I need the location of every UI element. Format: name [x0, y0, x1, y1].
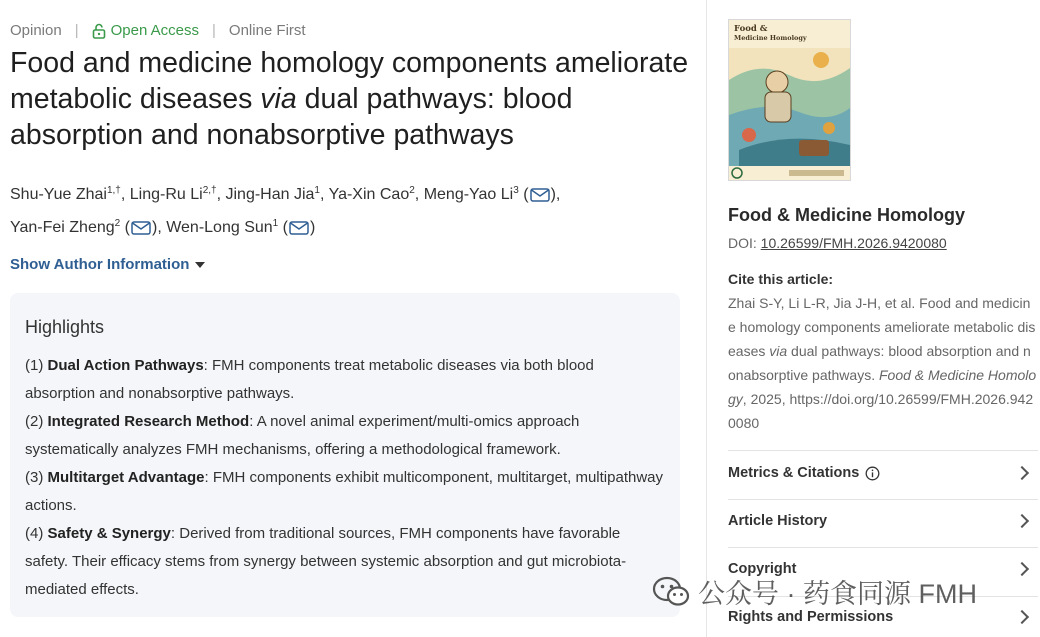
- journal-name: Food & Medicine Homology: [728, 205, 965, 225]
- chevron-right-icon: [1015, 466, 1029, 480]
- svg-text:Food &: Food &: [734, 24, 768, 34]
- citation-text: Zhai S-Y, Li L-R, Jia J-H, et al. Food and medicine homology components ameliorate metabolic diseases via dual pathways: blood absorption and nonabsorptive pathways. Food & Medicine Homology, 2025, https://doi.org/10.26599/FMH.2026.9420080: [728, 295, 1037, 431]
- email-icon[interactable]: [131, 221, 151, 235]
- article-title: Food and medicine homology components ameliorate metabolic diseases via dual pathways: blood absorption and nonabsorptive pathways: [10, 47, 689, 151]
- svg-text:Medicine Homology: Medicine Homology: [734, 34, 807, 42]
- rights-permissions-section[interactable]: Rights and Permissions: [728, 609, 1033, 625]
- author-name[interactable]: Ling-Ru Li: [129, 186, 203, 203]
- author-name[interactable]: Shu-Yue Zhai: [10, 186, 107, 203]
- show-author-info-label: Show Author Information: [10, 256, 190, 273]
- highlight-item: (3) Multitarget Advantage: FMH components exhibit multicomponent, multitarget, multipathway actions.: [25, 469, 664, 514]
- cover-illustration: [729, 20, 850, 180]
- caret-down-icon: [195, 262, 205, 268]
- chevron-right-icon: [1015, 562, 1029, 576]
- section-divider: [728, 547, 1038, 548]
- author-name[interactable]: Ya-Xin Cao: [328, 186, 410, 203]
- info-icon[interactable]: [865, 466, 880, 481]
- open-access-label: Open Access: [110, 22, 199, 39]
- highlights-title: Highlights: [25, 317, 105, 337]
- highlights-list: [25, 352, 665, 604]
- watermark-text: 公众号 · 药食同源 FMH: [698, 579, 977, 609]
- email-icon[interactable]: [289, 221, 309, 235]
- author-name[interactable]: Yan-Fei Zheng: [10, 219, 115, 236]
- article-sidebar: [707, 0, 1040, 637]
- author-name[interactable]: Jing-Han Jia: [225, 186, 315, 203]
- doi-link[interactable]: 10.26599/FMH.2026.9420080: [760, 235, 947, 251]
- highlight-item: (4) Safety & Synergy: Derived from traditional sources, FMH components have favorable safety. Their efficacy stems from synergy between systemic absorption and gut microbiota-mediated effects.: [25, 525, 627, 598]
- section-divider: [728, 450, 1038, 451]
- author-name[interactable]: Meng-Yao Li: [423, 186, 514, 203]
- highlights-box: [10, 293, 680, 617]
- article-history-section[interactable]: Article History: [728, 513, 1033, 529]
- article-meta-row: [10, 22, 306, 39]
- copyright-section[interactable]: Copyright: [728, 561, 1033, 577]
- open-lock-icon: [92, 23, 106, 39]
- meta-separator: |: [74, 22, 79, 39]
- doi-line: DOI: 10.26599/FMH.2026.9420080: [728, 235, 947, 251]
- chevron-right-icon: [1015, 514, 1029, 528]
- highlight-item: (2) Integrated Research Method: A novel animal experiment/multi-omics approach systematically analyzes FMH mechanisms, offering a methodological framework.: [25, 413, 580, 458]
- metrics-citations-section[interactable]: Metrics & Citations: [728, 465, 1033, 481]
- show-author-info-toggle[interactable]: [10, 256, 205, 273]
- highlight-item: (1) Dual Action Pathways: FMH components treat metabolic diseases via both blood absorption and nonabsorptive pathways.: [25, 357, 594, 402]
- open-access-badge: [92, 22, 199, 39]
- article-status: Online First: [228, 22, 306, 39]
- wechat-watermark: [652, 572, 977, 611]
- article-type: Opinion: [10, 22, 62, 39]
- wechat-icon: [652, 576, 690, 608]
- section-divider: [728, 499, 1038, 500]
- email-icon[interactable]: [530, 188, 550, 202]
- meta-separator: |: [212, 22, 216, 39]
- author-name[interactable]: Wen-Long Sun: [166, 219, 273, 236]
- journal-cover-image[interactable]: [728, 19, 851, 181]
- author-list: Shu-Yue Zhai$^{1,\dagger}$, Ling-Ru $Li^{2,\dagger}$, Jing-Han Jia$^1$, Ya-Xin Cao$^2$, Meng-Yao Li$^3$ ( ), Yan-Fei Zheng$^2$ ( ), Wen-Long Sun$^1$ ( ): [10, 185, 561, 236]
- chevron-right-icon: [1015, 610, 1029, 624]
- cite-heading: Cite this article:: [728, 271, 834, 287]
